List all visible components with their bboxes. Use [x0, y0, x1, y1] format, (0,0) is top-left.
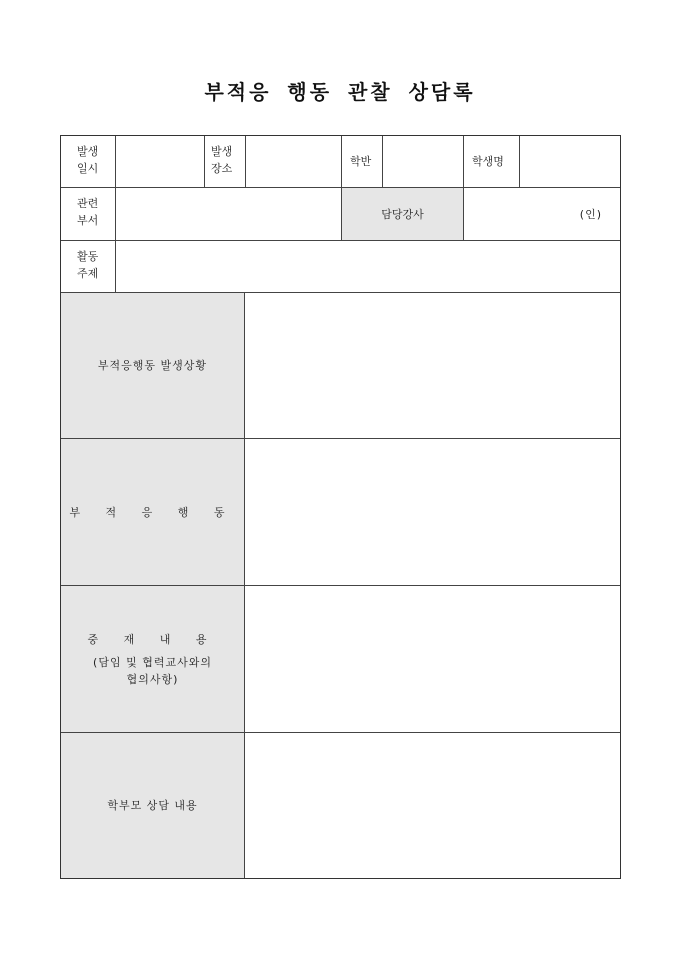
behavior-field[interactable]: [245, 439, 620, 586]
department-field[interactable]: [116, 188, 342, 241]
teacher-seal-field[interactable]: [464, 188, 620, 241]
counseling-form: [60, 135, 621, 879]
occur-date-field[interactable]: [116, 136, 205, 188]
topic-field[interactable]: [116, 241, 620, 293]
mediation-field[interactable]: [245, 586, 620, 733]
parent-counseling-field[interactable]: [245, 733, 620, 878]
label-occur-date: 발생 일시: [61, 136, 116, 188]
label-parent-counseling: 학부모 상담 내용: [61, 733, 245, 878]
situation-field[interactable]: [245, 293, 620, 439]
page-title: 부적응 행동 관찰 상담록: [204, 80, 476, 104]
label-department: 관련 부서: [61, 188, 116, 241]
label-mediation: 중 재 내 용 (담임 및 협력교사와의 협의사항): [61, 586, 245, 733]
student-name-field[interactable]: [520, 136, 620, 188]
occur-place-field[interactable]: [246, 136, 342, 188]
label-teacher: 담당강사: [342, 188, 464, 241]
class-field[interactable]: [383, 136, 464, 188]
label-situation: 부적응행동 발생상황: [61, 293, 245, 439]
label-topic: 활동 주제: [61, 241, 116, 293]
label-occur-place: 발생 장소: [205, 136, 246, 188]
label-class: 학반: [342, 136, 383, 188]
label-student-name: 학생명: [464, 136, 520, 188]
label-behavior: 부 적 응 행 동: [61, 439, 245, 586]
seal-text: (인): [579, 207, 602, 221]
